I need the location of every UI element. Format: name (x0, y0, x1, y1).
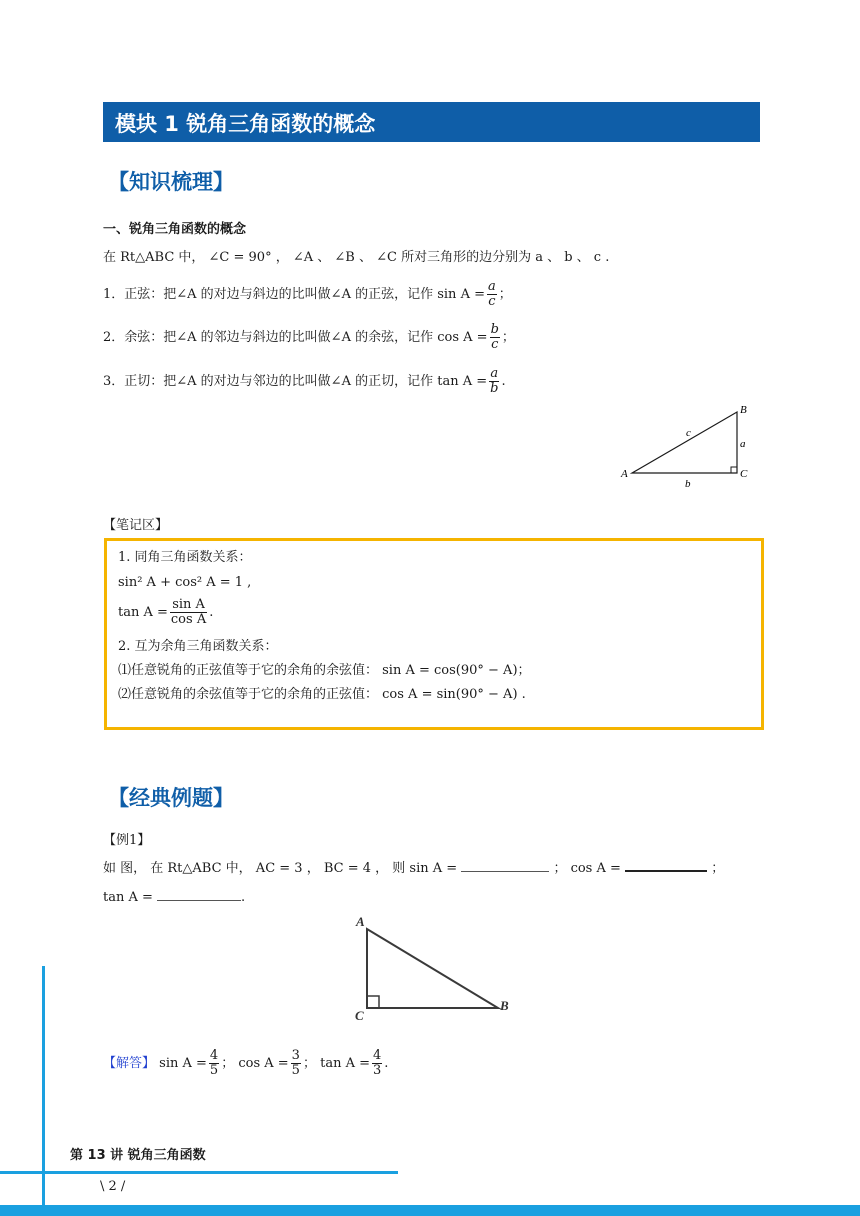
answer-tan-num: 4 (373, 1048, 382, 1063)
answer-sin-den: 5 (209, 1063, 219, 1078)
knowledge-subheading: 一、锐角三角函数的概念 (103, 222, 247, 237)
cosine-fraction (490, 323, 500, 352)
tangent-fraction (489, 367, 499, 396)
example-label-b: B (500, 998, 509, 1013)
answer-tan-fraction (372, 1049, 382, 1078)
cosine-numerator: b (490, 322, 499, 337)
notes-line-1: 1. 同角三角函数关系： (118, 550, 252, 565)
footer-bottom-bar (0, 1205, 860, 1216)
answer-tan: tan A = (320, 1056, 371, 1071)
formula2-numerator: sin A (170, 598, 207, 613)
sine-numerator: a (487, 279, 496, 294)
answer-cos-fraction (291, 1049, 301, 1078)
tangent-end: . (501, 374, 506, 389)
footer-vertical-rule (42, 966, 45, 1216)
right-angle-mark (731, 467, 737, 473)
formula2-left: tan A = (118, 605, 168, 620)
label-side-c: c (686, 427, 691, 439)
label-side-a: a (740, 438, 746, 450)
answer-sep-2: ； (302, 1056, 316, 1071)
example-label-a: A (356, 914, 365, 929)
example-question-line-2 (103, 888, 245, 907)
definition-cosine (103, 323, 515, 352)
triangle-diagram-abc (612, 398, 762, 494)
tangent-denominator: b (490, 381, 499, 396)
answer-sep-1: ； (221, 1056, 235, 1071)
sin-answer-blank[interactable] (461, 859, 549, 872)
cosine-denominator: c (491, 337, 499, 352)
example-label: 【例1】 (103, 833, 151, 848)
label-side-b: b (685, 478, 691, 490)
question-part-end-2: . (241, 890, 246, 905)
answer-sin-fraction (209, 1049, 219, 1078)
definition-tangent-text: 3．正切：把∠A 的对边与邻边的比叫做∠A 的正切，记作 tan A = (103, 374, 488, 389)
page-number: \ 2 / (100, 1179, 126, 1194)
example-answer (103, 1049, 388, 1078)
question-part-sin: 如 图， 在 Rt△ABC 中， AC = 3 ， BC = 4 ， 则 sin A = (103, 861, 458, 876)
examples-heading: 【经典例题】 (108, 786, 234, 810)
notes-line-3: ⑴任意锐角的正弦值等于它的余角的余弦值： sin A = cos(90° − A)； (118, 663, 531, 678)
example-triangle-diagram (350, 912, 520, 1024)
sine-end: ； (498, 287, 512, 302)
answer-tan-den: 3 (373, 1063, 382, 1078)
definition-cosine-text: 2．余弦：把∠A 的邻边与斜边的比叫做∠A 的余弦，记作 cos A = (103, 330, 488, 345)
formula2-fraction (170, 598, 207, 627)
cosine-end: ； (501, 330, 515, 345)
notes-line-4: ⑵任意锐角的余弦值等于它的余角的正弦值： cos A = sin(90° − A) . (118, 687, 526, 702)
notes-formula-1: sin² A + cos² A = 1 , (118, 575, 252, 590)
answer-cos: cos A = (238, 1056, 289, 1071)
triangle-shape (632, 412, 737, 473)
sine-denominator: c (488, 294, 496, 309)
label-vertex-b: B (740, 404, 747, 416)
tangent-numerator: a (490, 366, 499, 381)
example-question-line-1 (103, 858, 724, 878)
sine-fraction (487, 280, 497, 309)
answer-cos-num: 3 (291, 1048, 300, 1063)
module-title: 模块 1 锐角三角函数的概念 (115, 112, 376, 136)
formula2-end: . (209, 605, 214, 620)
notes-heading: 【笔记区】 (103, 518, 169, 533)
label-vertex-a: A (621, 468, 628, 480)
knowledge-intro: 在 Rt△ABC 中， ∠C = 90° ， ∠A 、 ∠B 、 ∠C 所对三角形的边分别为 a 、 b 、 c . (103, 250, 610, 265)
notes-line-2: 2. 互为余角三角函数关系： (118, 639, 278, 654)
label-vertex-c: C (740, 468, 748, 480)
tan-answer-blank[interactable] (157, 888, 241, 901)
answer-end: . (384, 1056, 389, 1071)
definition-sine-text: 1．正弦：把∠A 的对边与斜边的比叫做∠A 的正弦，记作 sin A = (103, 287, 485, 302)
question-part-tan: tan A = (103, 890, 153, 905)
notes-formula-2 (118, 598, 213, 627)
module-banner (103, 102, 760, 142)
footer-horizontal-rule (0, 1171, 398, 1174)
question-part-cos: ； cos A = (553, 861, 621, 876)
definition-tangent (103, 367, 506, 396)
example-triangle-shape (367, 929, 498, 1008)
question-part-end: ； (711, 861, 725, 876)
answer-sin: sin A = (159, 1056, 207, 1071)
answer-cos-den: 5 (291, 1063, 300, 1078)
knowledge-heading: 【知识梳理】 (108, 170, 234, 194)
cos-answer-blank[interactable] (625, 858, 707, 872)
answer-sin-num: 4 (209, 1048, 219, 1063)
answer-label: 【解答】 (103, 1056, 156, 1071)
lecture-title: 第 13 讲 锐角三角函数 (70, 1148, 206, 1163)
formula2-denominator: cos A (170, 612, 207, 627)
example-right-angle-mark (367, 996, 379, 1008)
example-label-c: C (355, 1008, 364, 1023)
definition-sine (103, 280, 512, 309)
